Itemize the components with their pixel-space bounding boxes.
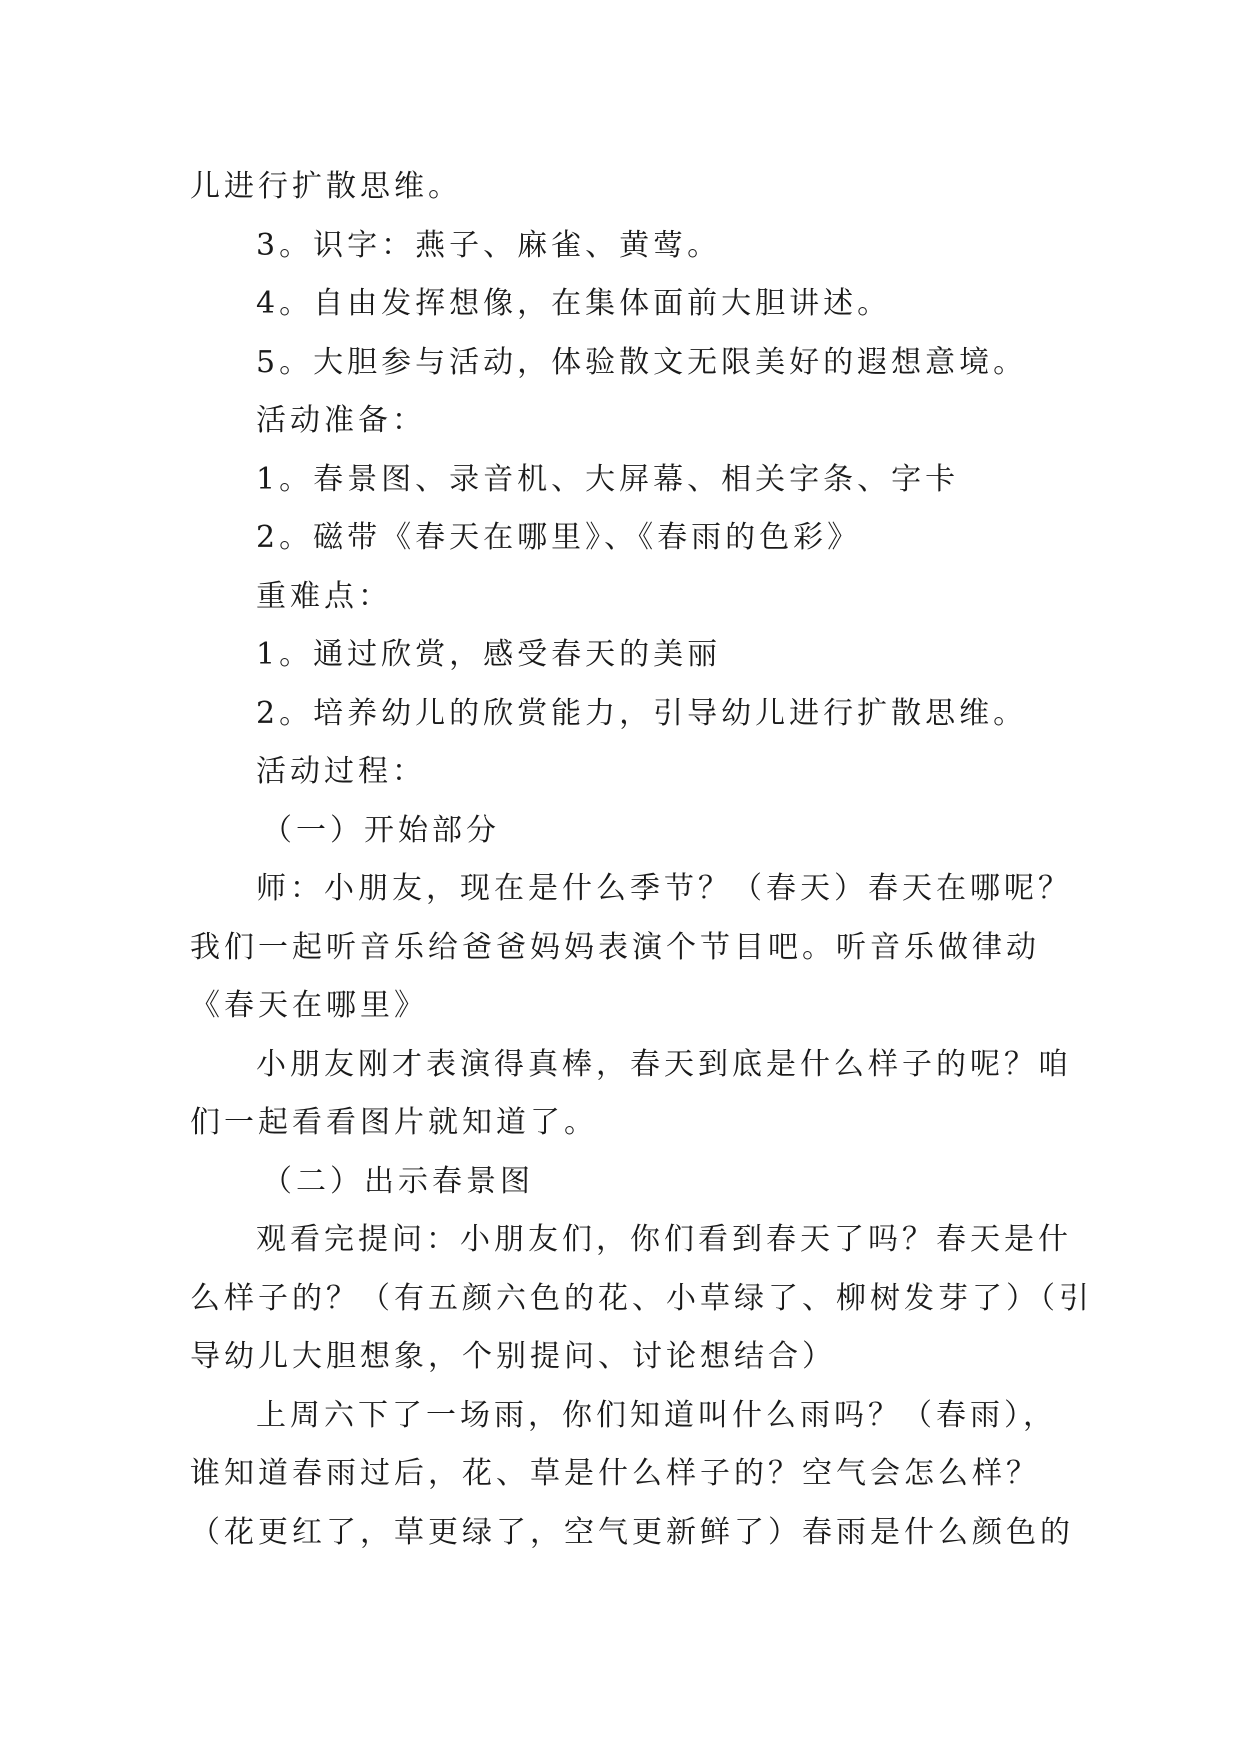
text-line: 1。通过欣赏，感受春天的美丽 (256, 637, 722, 672)
section-heading: 活动过程： (256, 754, 426, 789)
text-line: 谁知道春雨过后，花、草是什么样子的？空气会怎么样？ (190, 1456, 1040, 1491)
text-line: 们一起看看图片就知道了。 (190, 1105, 598, 1140)
text-line: 5。大胆参与活动，体验散文无限美好的遐想意境。 (256, 344, 1028, 380)
text-line: 3。识字：燕子、麻雀、黄莺。 (256, 227, 722, 263)
text-line: 师：小朋友，现在是什么季节？（春天）春天在哪呢？ (256, 871, 1072, 906)
section-heading: 活动准备： (256, 403, 426, 438)
text-line: 儿进行扩散思维。 (190, 169, 462, 204)
text-line: 导幼儿大胆想象，个别提问、讨论想结合） (190, 1339, 836, 1374)
subsection-heading: （一）开始部分 (262, 812, 500, 848)
document-body (190, 158, 1093, 1562)
text-line: （花更红了，草更绿了，空气更新鲜了）春雨是什么颜色的 (190, 1514, 1074, 1550)
subsection-heading: （二）出示春景图 (262, 1163, 534, 1199)
text-line: 1。春景图、录音机、大屏幕、相关字条、字卡 (256, 461, 960, 497)
text-line: 我们一起听音乐给爸爸妈妈表演个节目吧。听音乐做律动 (190, 929, 1040, 965)
text-line: 《春天在哪里》 (190, 988, 428, 1023)
text-line: 小朋友刚才表演得真棒，春天到底是什么样子的呢？咱 (256, 1046, 1072, 1082)
text-line: 观看完提问：小朋友们，你们看到春天了吗？春天是什 (256, 1222, 1072, 1257)
text-line: 4。自由发挥想像，在集体面前大胆讲述。 (256, 286, 892, 321)
text-line: 么样子的？（有五颜六色的花、小草绿了、柳树发芽了）（引 (190, 1280, 1093, 1316)
section-heading: 重难点： (256, 578, 392, 614)
text-line: 2。培养幼儿的欣赏能力，引导幼儿进行扩散思维。 (256, 695, 1028, 731)
text-line: 2。磁带《春天在哪里》、《春雨的色彩》 (256, 520, 862, 555)
text-line: 上周六下了一场雨，你们知道叫什么雨吗？（春雨）， (256, 1397, 1057, 1433)
